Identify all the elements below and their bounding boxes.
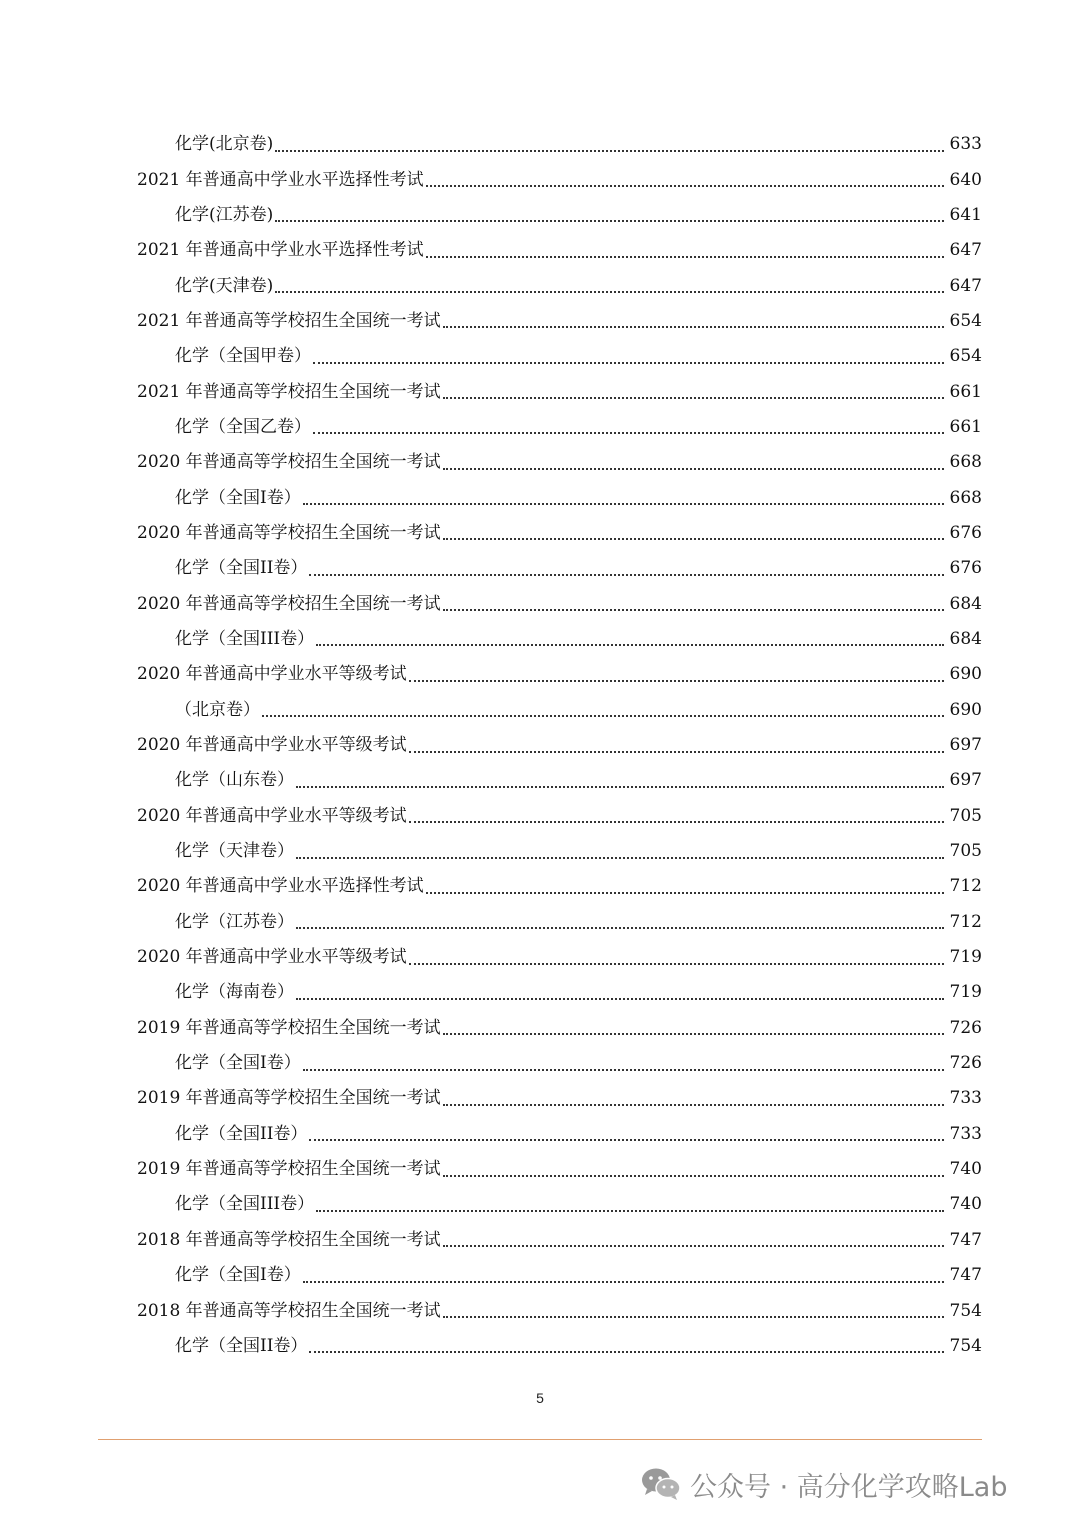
toc-entry-page-number: 747: [949, 1265, 982, 1286]
toc-entry-title: 化学（全国II卷）: [175, 1335, 308, 1356]
toc-entry-page-number: 712: [949, 876, 982, 897]
toc-entry-title: 化学（山东卷）: [175, 770, 294, 791]
toc-entry-paper[interactable]: [0, 127, 1080, 162]
toc-dot-leader: [443, 1175, 944, 1177]
toc-entry-exam[interactable]: [0, 657, 1080, 692]
toc-entry-title: 化学（全国III卷）: [175, 1194, 315, 1215]
toc-entry-title: 2019 年普通高等学校招生全国统一考试: [137, 1159, 441, 1180]
toc-entry-exam[interactable]: [0, 445, 1080, 480]
toc-entry-title: 2019 年普通高等学校招生全国统一考试: [137, 1088, 441, 1109]
toc-dot-leader: [313, 432, 944, 434]
toc-entry-paper[interactable]: [0, 1046, 1080, 1081]
toc-dot-leader: [443, 1033, 944, 1035]
toc-entry-title: 2021 年普通高等学校招生全国统一考试: [137, 310, 441, 331]
toc-entry-page-number: 740: [949, 1159, 982, 1180]
toc-entry-title: 化学（全国甲卷）: [175, 346, 311, 367]
toc-entry-page-number: 676: [949, 522, 982, 543]
page-number: 5: [536, 1390, 544, 1406]
toc-entry-paper[interactable]: [0, 763, 1080, 798]
toc-entry-page-number: 747: [949, 1229, 982, 1250]
toc-dot-leader: [296, 927, 944, 929]
toc-dot-leader: [296, 857, 944, 859]
toc-dot-leader: [275, 150, 944, 152]
toc-entry-title: 2019 年普通高等学校招生全国统一考试: [137, 1017, 441, 1038]
toc-entry-page-number: 754: [949, 1300, 982, 1321]
toc-entry-exam[interactable]: [0, 869, 1080, 904]
toc-entry-paper[interactable]: [0, 905, 1080, 940]
toc-entry-title: 2020 年普通高中学业水平等级考试: [137, 735, 407, 756]
footer-rule: [98, 1439, 982, 1440]
toc-dot-leader: [443, 1316, 944, 1318]
toc-entry-title: 2020 年普通高中学业水平等级考试: [137, 805, 407, 826]
toc-entry-title: 化学（全国I卷）: [175, 487, 301, 508]
toc-entry-page-number: 654: [949, 346, 982, 367]
toc-entry-title: 2020 年普通高等学校招生全国统一考试: [137, 522, 441, 543]
toc-entry-page-number: 633: [949, 134, 982, 155]
toc-entry-page-number: 697: [949, 735, 982, 756]
toc-entry-title: 化学（全国II卷）: [175, 558, 308, 579]
toc-entry-page-number: 705: [949, 805, 982, 826]
toc-entry-title: 化学(江苏卷): [175, 204, 274, 225]
toc-entry-page-number: 733: [949, 1088, 982, 1109]
toc-entry-exam[interactable]: [0, 1293, 1080, 1328]
toc-entry-page-number: 733: [949, 1123, 982, 1144]
toc-entry-paper[interactable]: [0, 622, 1080, 657]
toc-entry-exam[interactable]: [0, 374, 1080, 409]
toc-entry-title: 2020 年普通高中学业水平等级考试: [137, 664, 407, 685]
toc-dot-leader: [409, 680, 944, 682]
toc-entry-exam[interactable]: [0, 586, 1080, 621]
toc-entry-page-number: 668: [949, 487, 982, 508]
table-of-contents: [0, 127, 1080, 1364]
toc-dot-leader: [316, 644, 944, 646]
toc-entry-paper[interactable]: [0, 834, 1080, 869]
toc-dot-leader: [426, 256, 944, 258]
toc-entry-title: 2020 年普通高等学校招生全国统一考试: [137, 452, 441, 473]
toc-dot-leader: [309, 1351, 944, 1353]
toc-dot-leader: [443, 468, 944, 470]
toc-dot-leader: [309, 574, 944, 576]
toc-entry-title: 化学（天津卷）: [175, 841, 294, 862]
toc-dot-leader: [409, 963, 944, 965]
toc-entry-title: 化学（全国I卷）: [175, 1053, 301, 1074]
toc-entry-title: 化学(天津卷): [175, 275, 274, 296]
toc-entry-page-number: 684: [949, 593, 982, 614]
toc-dot-leader: [303, 1069, 944, 1071]
toc-entry-exam[interactable]: [0, 1223, 1080, 1258]
toc-entry-title: 2020 年普通高中学业水平选择性考试: [137, 876, 424, 897]
toc-entry-title: （北京卷）: [175, 699, 260, 720]
toc-entry-title: 2021 年普通高中学业水平选择性考试: [137, 240, 424, 261]
toc-entry-title: 2020 年普通高中学业水平等级考试: [137, 947, 407, 968]
toc-entry-page-number: 754: [949, 1335, 982, 1356]
toc-entry-exam[interactable]: [0, 799, 1080, 834]
toc-entry-page-number: 641: [949, 204, 982, 225]
toc-entry-paper[interactable]: [0, 410, 1080, 445]
toc-entry-page-number: 705: [949, 841, 982, 862]
toc-entry-title: 2018 年普通高等学校招生全国统一考试: [137, 1229, 441, 1250]
toc-dot-leader: [313, 362, 944, 364]
toc-entry-paper[interactable]: [0, 339, 1080, 374]
toc-entry-paper[interactable]: [0, 198, 1080, 233]
toc-dot-leader: [303, 503, 944, 505]
toc-entry-exam[interactable]: [0, 1152, 1080, 1187]
toc-entry-page-number: 690: [949, 664, 982, 685]
toc-dot-leader: [443, 1245, 944, 1247]
toc-dot-leader: [275, 291, 944, 293]
toc-entry-page-number: 740: [949, 1194, 982, 1215]
wechat-icon: [640, 1466, 682, 1502]
toc-entry-page-number: 690: [949, 699, 982, 720]
toc-entry-exam[interactable]: [0, 162, 1080, 197]
toc-entry-page-number: 719: [949, 947, 982, 968]
toc-dot-leader: [443, 326, 944, 328]
toc-dot-leader: [443, 538, 944, 540]
toc-entry-title: 化学(北京卷): [175, 134, 274, 155]
toc-entry-page-number: 684: [949, 628, 982, 649]
toc-dot-leader: [309, 1139, 944, 1141]
toc-entry-page-number: 726: [949, 1053, 982, 1074]
watermark: [640, 1462, 1007, 1506]
toc-entry-title: 2018 年普通高等学校招生全国统一考试: [137, 1300, 441, 1321]
toc-entry-exam[interactable]: [0, 728, 1080, 763]
toc-entry-exam[interactable]: [0, 304, 1080, 339]
toc-dot-leader: [296, 786, 944, 788]
toc-entry-title: 化学（全国乙卷）: [175, 416, 311, 437]
toc-entry-exam[interactable]: [0, 1011, 1080, 1046]
toc-entry-title: 化学（江苏卷）: [175, 911, 294, 932]
toc-entry-title: 化学（海南卷）: [175, 982, 294, 1003]
toc-dot-leader: [426, 892, 944, 894]
toc-entry-page-number: 697: [949, 770, 982, 791]
toc-dot-leader: [443, 1104, 944, 1106]
toc-entry-page-number: 676: [949, 558, 982, 579]
toc-dot-leader: [443, 609, 944, 611]
toc-entry-page-number: 647: [949, 240, 982, 261]
toc-entry-paper[interactable]: [0, 975, 1080, 1010]
toc-entry-page-number: 661: [949, 416, 982, 437]
toc-entry-paper[interactable]: [0, 480, 1080, 515]
toc-entry-title: 化学（全国II卷）: [175, 1123, 308, 1144]
toc-dot-leader: [409, 821, 944, 823]
toc-entry-page-number: 654: [949, 310, 982, 331]
toc-dot-leader: [443, 397, 944, 399]
toc-entry-paper[interactable]: [0, 1329, 1080, 1364]
toc-dot-leader: [426, 185, 944, 187]
toc-entry-paper[interactable]: [0, 693, 1080, 728]
toc-entry-page-number: 647: [949, 275, 982, 296]
watermark-text: 公众号 · 高分化学攻略Lab: [690, 1471, 1008, 1503]
toc-dot-leader: [262, 715, 944, 717]
toc-entry-paper[interactable]: [0, 1117, 1080, 1152]
toc-entry-title: 2020 年普通高等学校招生全国统一考试: [137, 593, 441, 614]
toc-entry-exam[interactable]: [0, 233, 1080, 268]
toc-entry-title: 化学（全国III卷）: [175, 628, 315, 649]
toc-entry-paper[interactable]: [0, 551, 1080, 586]
toc-entry-exam[interactable]: [0, 516, 1080, 551]
toc-entry-title: 2021 年普通高中学业水平选择性考试: [137, 169, 424, 190]
toc-entry-paper[interactable]: [0, 1187, 1080, 1222]
toc-entry-page-number: 668: [949, 452, 982, 473]
toc-entry-page-number: 726: [949, 1017, 982, 1038]
toc-entry-page-number: 661: [949, 381, 982, 402]
toc-entry-exam[interactable]: [0, 1081, 1080, 1116]
toc-dot-leader: [409, 751, 944, 753]
toc-entry-page-number: 640: [949, 169, 982, 190]
toc-dot-leader: [275, 220, 944, 222]
toc-entry-exam[interactable]: [0, 940, 1080, 975]
toc-entry-paper[interactable]: [0, 268, 1080, 303]
toc-dot-leader: [316, 1210, 944, 1212]
toc-entry-title: 2021 年普通高等学校招生全国统一考试: [137, 381, 441, 402]
toc-entry-paper[interactable]: [0, 1258, 1080, 1293]
toc-dot-leader: [303, 1281, 944, 1283]
toc-entry-page-number: 712: [949, 911, 982, 932]
toc-dot-leader: [296, 998, 944, 1000]
toc-entry-page-number: 719: [949, 982, 982, 1003]
toc-entry-title: 化学（全国I卷）: [175, 1265, 301, 1286]
